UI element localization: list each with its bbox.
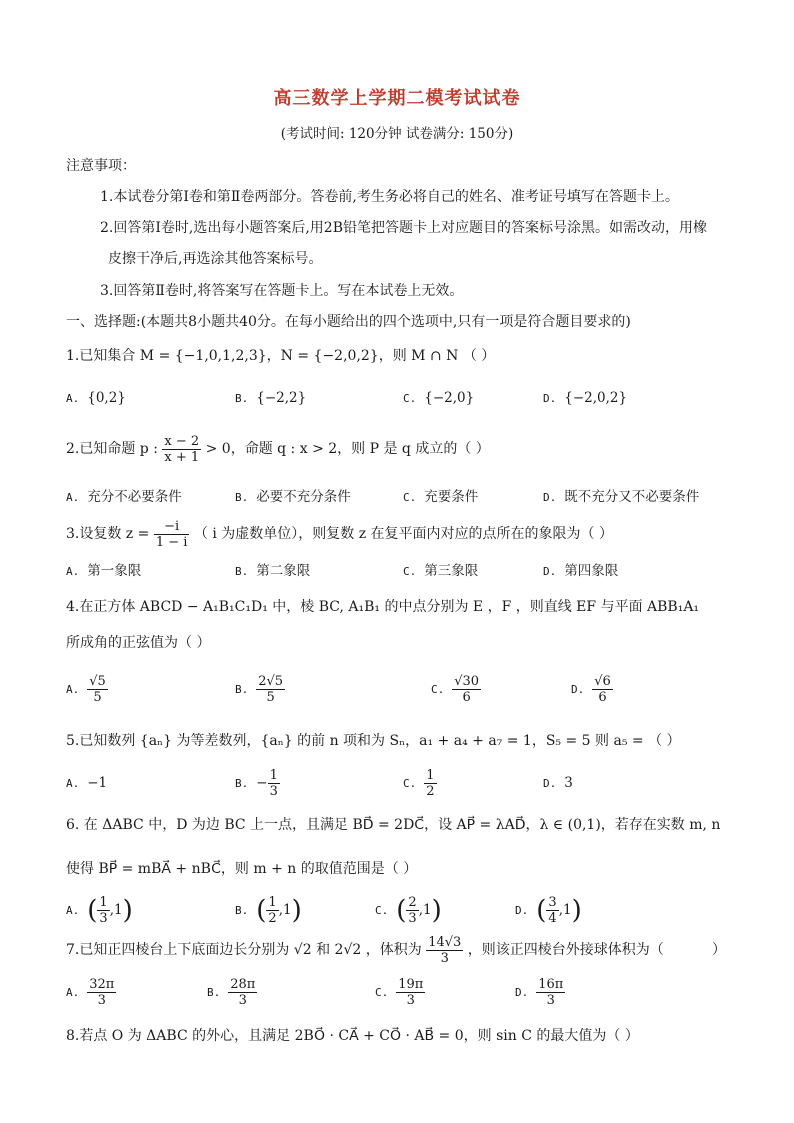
question-6: 6. 在 ΔABC 中，D 为边 BC 上一点，且满足 BD⃗ = 2DC⃗，设 AP⃗ = λAD⃗，λ ∈ (0,1)，若存在实数 m, n (66, 817, 721, 833)
q2-option-b: B. 必要不充分条件 (235, 489, 351, 505)
question-1: 1.已知集合 M = {−1,0,1,2,3}，N = {−2,0,2}，则 M ∩ N （ ） (66, 348, 496, 364)
q2-option-a: A. 充分不必要条件 (66, 489, 182, 505)
q2-option-c: C. 充要条件 (403, 489, 479, 505)
q3-option-a: A. 第一象限 (66, 563, 142, 579)
exam-subtitle: (考试时间: 120分钟 试卷满分: 150分) (280, 126, 514, 142)
q7-option-c: C. $\frac{19\pi}{3}$ (375, 977, 424, 1008)
q7-option-a: A. $\frac{32\pi}{3}$ (66, 977, 115, 1008)
q5-option-d: D. 3 (543, 775, 573, 791)
q3-option-c: C. 第三象限 (403, 563, 479, 579)
note-item-2: 2.回答第Ⅰ卷时,选出每小题答案后,用2B铅笔把答题卡上对应题目的答案标号涂黑。如需改动，用橡 (100, 220, 707, 236)
q5-option-b: B. − $\frac{1}{3}$ (235, 768, 278, 799)
q5-option-c: C. $\frac{1}{2}$ (403, 768, 435, 799)
q1-option-d: D. {−2,0,2} (543, 390, 628, 406)
note-item-3: 3.回答第Ⅱ卷时,将答案写在答题卡上。写在本试卷上无效。 (100, 283, 464, 299)
q6-option-d: D. ( $\frac{3}{4}$ ,1) (515, 895, 582, 926)
question-7: 7.已知正四棱台上下底面边长分别为 √2 和 2√2 ，体积为 $\frac{14√3}{3}$ ，则该正四棱台外接球体积为（ (66, 934, 664, 966)
q7-fraction: $\frac{14√3}{3}$ (428, 934, 462, 966)
q6-option-c: C. ( $\frac{2}{3}$ ,1) (375, 895, 442, 926)
question-6-cont: 使得 BP⃗ = mBA⃗ + nBC⃗，则 m + n 的取值范围是（ ） (66, 861, 418, 877)
q5-option-a: A. −1 (66, 775, 108, 791)
q2-fraction: $\frac{x - 2}{x + 1}$ (164, 433, 200, 465)
q3-option-b: B. 第二象限 (235, 563, 311, 579)
question-8: 8.若点 O 为 ΔABC 的外心，且满足 2BO⃗ · CA⃗ + CO⃗ · AB⃗ = 0，则 sin C 的最大值为（ ） (66, 1028, 639, 1044)
q1-option-a: A. {0,2} (66, 390, 126, 406)
question-4-cont: 所成角的正弦值为（ ） (66, 635, 211, 651)
q3-fraction: $\frac{-i}{1 - i}$ (155, 518, 188, 550)
notes-heading: 注意事项： (66, 158, 136, 174)
q4-option-b: B. $\frac{2√5}{5}$ (235, 674, 284, 705)
q4-option-c: C. $\frac{√30}{6}$ (431, 674, 480, 705)
note-item-1: 1.本试卷分第Ⅰ卷和第Ⅱ卷两部分。答卷前,考生务必将自己的姓名、准考证号填写在答题卡上。 (100, 189, 679, 205)
question-3: 3.设复数 z = $\frac{-i}{1 - i}$ （ i 为虚数单位），则复数 z 在复平面内对应的点所在的象限为（ ） (66, 518, 613, 550)
q6-option-a: A. ( $\frac{1}{3}$ ,1) (66, 895, 133, 926)
question-2: 2.已知命题 p : $\frac{x - 2}{x + 1}$ > 0，命题 q : x > 2，则 P 是 q 成立的（ ） (66, 433, 490, 465)
question-5: 5.已知数列 {aₙ} 为等差数列，{aₙ} 的前 n 项和为 Sₙ，a₁ + a₄ + a₇ = 1，S₅ = 5 则 a₅ = （ ） (66, 733, 681, 749)
question-7-close: ） (712, 942, 726, 958)
q7-option-d: D. $\frac{16\pi}{3}$ (515, 977, 564, 1008)
q4-option-a: A. $\frac{√5}{5}$ (66, 674, 106, 705)
q1-option-c: C. {−2,0} (403, 390, 475, 406)
note-item-2-cont: 皮擦干净后,再选涂其他答案标号。 (108, 251, 323, 267)
q7-option-b: B. $\frac{28\pi}{3}$ (207, 977, 256, 1008)
section-heading: 一、选择题:(本题共8小题共40分。在每小题给出的四个选项中,只有一项是符合题目要求的) (66, 314, 631, 330)
q2-option-d: D. 既不充分又不必要条件 (543, 489, 700, 505)
q6-option-b: B. ( $\frac{1}{2}$ ,1) (235, 895, 302, 926)
q3-option-d: D. 第四象限 (543, 563, 619, 579)
exam-title: 高三数学上学期二模考试试卷 (273, 88, 521, 109)
q1-option-b: B. {−2,2} (235, 390, 307, 406)
question-4: 4.在正方体 ABCD − A₁B₁C₁D₁ 中，棱 BC, A₁B₁ 的中点分别为 E ，F ，则直线 EF 与平面 ABB₁A₁ (66, 599, 700, 615)
q4-option-d: D. $\frac{√6}{6}$ (571, 674, 611, 705)
